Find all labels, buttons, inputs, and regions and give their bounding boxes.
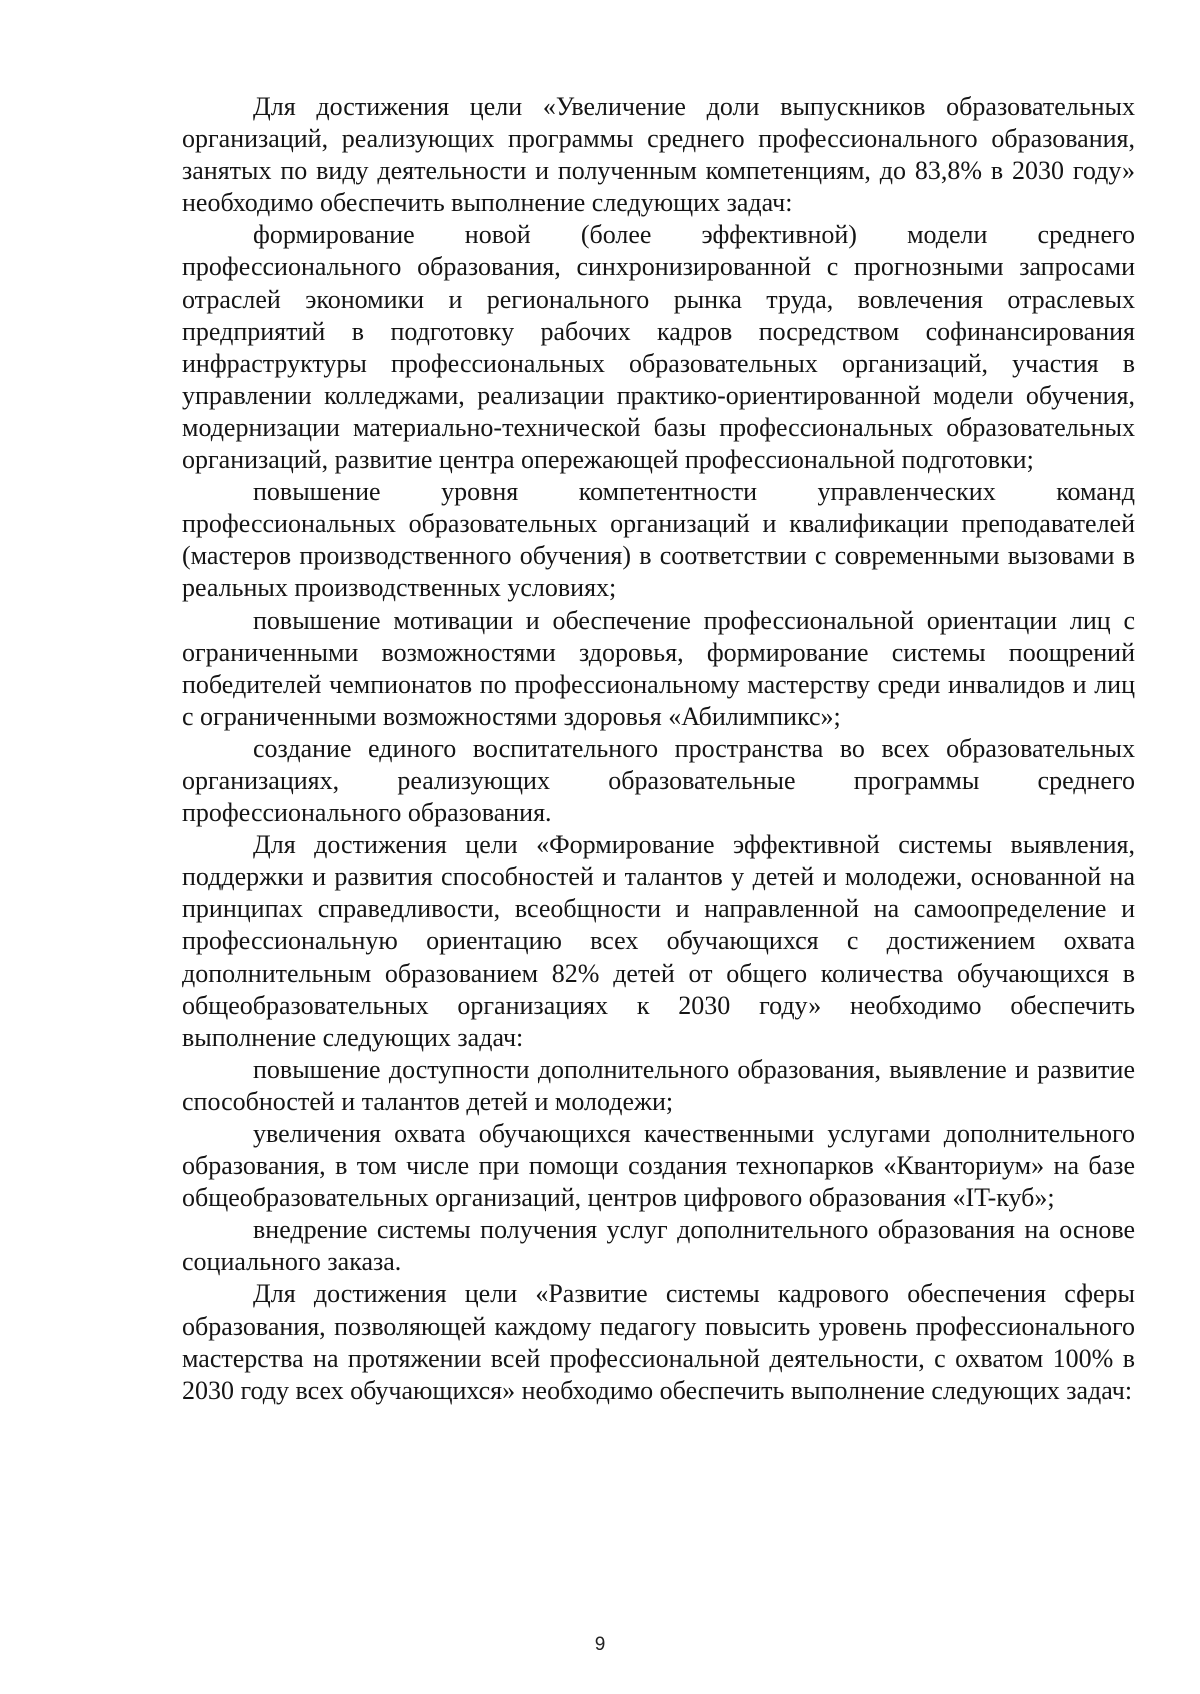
paragraph-goal-spo-graduates: Для достижения цели «Увеличение доли выпускников образовательных организаций, реализующих программы среднего профессионального образования, занятых по виду деятельности и полученным компетенциям, до 83,8% в 2030 году» необходимо обеспечить выполнение следующих задач:: [182, 92, 1135, 218]
paragraph-goal-talents-system: Для достижения цели «Формирование эффективной системы выявления, поддержки и развития способностей и талантов у детей и молодежи, основанной на принципах справедливости, всеобщности и направленной на самоопределение и профессиональную ориентацию всех обучающихся с достижением охвата дополнительным образованием 82% детей от общего количества обучающихся в общеобразовательных организациях к 2030 году» необходимо обеспечить выполнение следующих задач:: [182, 830, 1135, 1052]
paragraph-task-educational-space: создание единого воспитательного пространства во всех образовательных организациях, реализующих образовательные программы среднего профессионального образования.: [182, 733, 1135, 828]
page-number: 9: [594, 1634, 606, 1655]
paragraph-task-accessibility: повышение доступности дополнительного образования, выявление и развитие способностей и талантов детей и молодежи;: [182, 1054, 1135, 1116]
paragraph-task-competence-teams: повышение уровня компетентности управленческих команд профессиональных образовательных организаций и квалификации преподавателей (мастеров производственного обучения) в соответствии с современными вызовами в реальных производственных условиях;: [182, 477, 1135, 603]
document-body: [182, 91, 1135, 1407]
paragraph-goal-personnel-system: Для достижения цели «Развитие системы кадрового обеспечения сферы образования, позволяющей каждому педагогу повысить уровень профессионального мастерства на протяжении всей профессиональной деятельности, с охватом 100% в 2030 году всех обучающихся» необходимо обеспечить выполнение следующих задач:: [182, 1279, 1135, 1405]
paragraph-task-abilympics: повышение мотивации и обеспечение профессиональной ориентации лиц с ограниченными возможностями здоровья, формирование системы поощрений победителей чемпионатов по профессиональному мастерству среди инвалидов и лиц с ограниченными возможностями здоровья «Абилимпикс»;: [182, 605, 1135, 731]
paragraph-task-new-spo-model: формирование новой (более эффективной) модели среднего профессионального образования, синхронизированной с прогнозными запросами отраслей экономики и регионального рынка труда, вовлечения отраслевых предприятий в подготовку рабочих кадров посредством софинансирования инфраструктуры профессиональных образовательных организаций, участия в управлении колледжами, реализации практико-ориентированной модели обучения, модернизации материально-технической базы профессиональных образовательных организаций, развитие центра опережающей профессиональной подготовки;: [182, 220, 1135, 475]
paragraph-task-social-order: внедрение системы получения услуг дополнительного образования на основе социального заказа.: [182, 1215, 1135, 1277]
paragraph-task-quantorium: увеличения охвата обучающихся качественными услугами дополнительного образования, в том числе при помощи создания технопарков «Кванториум» на базе общеобразовательных организаций, центров цифрового образования «IT-куб»;: [182, 1119, 1135, 1213]
